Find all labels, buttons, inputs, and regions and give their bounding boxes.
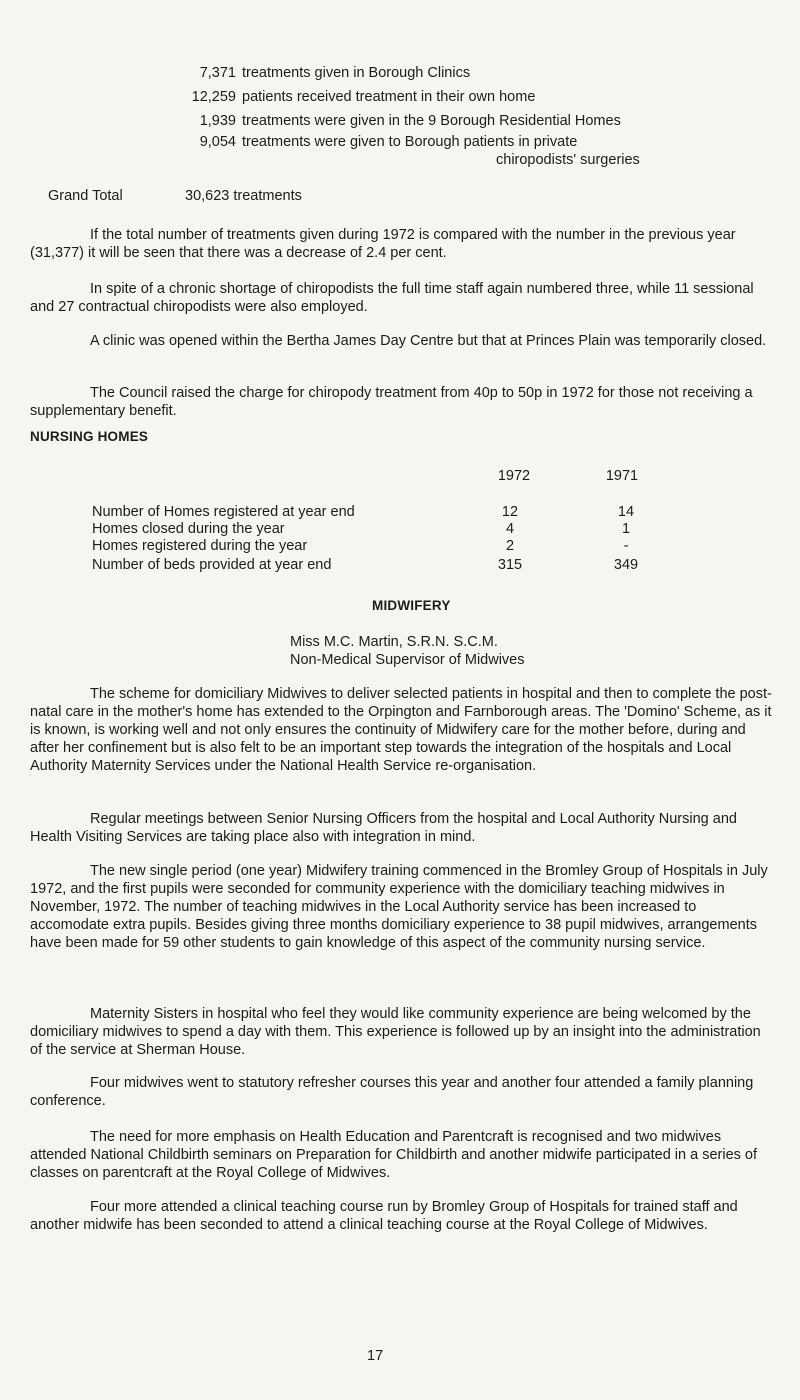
table-row-label: Number of Homes registered at year end [92, 504, 355, 520]
supervisor-name: Miss M.C. Martin, S.R.N. S.C.M. [290, 634, 498, 650]
paragraph: The new single period (one year) Midwifery training commenced in the Bromley Group of Hospitals in July 1972, and the first pupils were seconded for community experience with the domiciliary teaching midwives in November, 1972. The number of teaching midwives in the Local Authority service has been increased to accomodate extra pupils. Besides giving three months domiciliary experience to 38 pupil midwives, arrangements have been made for 59 other students to gain knowledge of this aspect of the community nursing service. [30, 863, 768, 951]
section-heading: NURSING HOMES [30, 429, 149, 444]
table-cell: 2 [505, 538, 515, 554]
table-cell: - [623, 538, 629, 554]
paragraph: If the total number of treatments given during 1972 is compared with the number in the previous year (31,377) it will be seen that there was a decrease of 2.4 per cent. [30, 227, 736, 261]
treatment-text: treatments were given to Borough patients in private [242, 134, 578, 150]
column-header-1971: 1971 [605, 468, 639, 484]
paragraph: The Council raised the charge for chiropody treatment from 40p to 50p in 1972 for those not receiving a supplementary benefit. [30, 385, 753, 419]
column-header-1972: 1972 [497, 468, 531, 484]
paragraph: In spite of a chronic shortage of chiropodists the full time staff again numbered three, while 11 sessional and 27 contractual chiropodists were also employed. [30, 281, 754, 315]
grand-total-label: Grand Total [48, 188, 123, 204]
paragraph: Regular meetings between Senior Nursing Officers from the hospital and Local Authority Nursing and Health Visiting Services are taking place also with integration in mind. [30, 811, 737, 845]
section-heading: MIDWIFERY [372, 598, 451, 613]
table-cell: 315 [497, 557, 523, 573]
treatment-count: 12,259 [191, 89, 236, 105]
table-cell: 1 [621, 521, 631, 537]
table-cell: 4 [505, 521, 515, 537]
treatment-count: 1,939 [199, 113, 236, 129]
table-cell: 14 [617, 504, 635, 520]
table-row-label: Number of beds provided at year end [92, 557, 332, 573]
paragraph: Maternity Sisters in hospital who feel they would like community experience are being welcomed by the domiciliary midwives to spend a day with them. This experience is followed up by an insight into the administration of the service at Sherman House. [30, 1006, 761, 1058]
table-cell: 12 [501, 504, 519, 520]
table-row-label: Homes registered during the year [92, 538, 308, 554]
treatment-text: treatments were given in the 9 Borough Residential Homes [242, 113, 621, 129]
treatment-text: treatments given in Borough Clinics [242, 65, 471, 81]
paragraph: Four midwives went to statutory refresher courses this year and another four attended a family planning conference. [30, 1075, 754, 1109]
treatment-count: 7,371 [199, 65, 236, 81]
paragraph: Four more attended a clinical teaching course run by Bromley Group of Hospitals for trained staff and another midwife has been seconded to attend a clinical teaching course at the Royal College of Midwives. [30, 1199, 738, 1233]
page-number: 17 [367, 1348, 384, 1364]
paragraph: A clinic was opened within the Bertha James Day Centre but that at Princes Plain was temporarily closed. [90, 333, 767, 349]
paragraph: The scheme for domiciliary Midwives to deliver selected patients in hospital and then to complete the post-natal care in the mother's home has extended to the Orpington and Farnborough areas. The 'Domino' Scheme, as it is known, is working well and not only ensures the continuity of Midwifery care for the mother before, during and after her confinement but is also felt to be an important step towards the integration of the hospitals and Local Authority Maternity Services under the National Health Service re-organisation. [30, 686, 772, 774]
table-cell: 349 [613, 557, 639, 573]
grand-total-value: 30,623 treatments [185, 188, 302, 204]
treatment-count: 9,054 [199, 134, 236, 150]
paragraph: The need for more emphasis on Health Education and Parentcraft is recognised and two midwives attended National Childbirth seminars on Preparation for Childbirth and another midwife participated in a series of classes on parentcraft at the Royal College of Midwives. [30, 1129, 758, 1181]
treatment-text-continued: chiropodists' surgeries [496, 152, 640, 168]
treatment-text: patients received treatment in their own home [242, 89, 536, 105]
table-row-label: Homes closed during the year [92, 521, 285, 537]
supervisor-title: Non-Medical Supervisor of Midwives [290, 652, 525, 668]
